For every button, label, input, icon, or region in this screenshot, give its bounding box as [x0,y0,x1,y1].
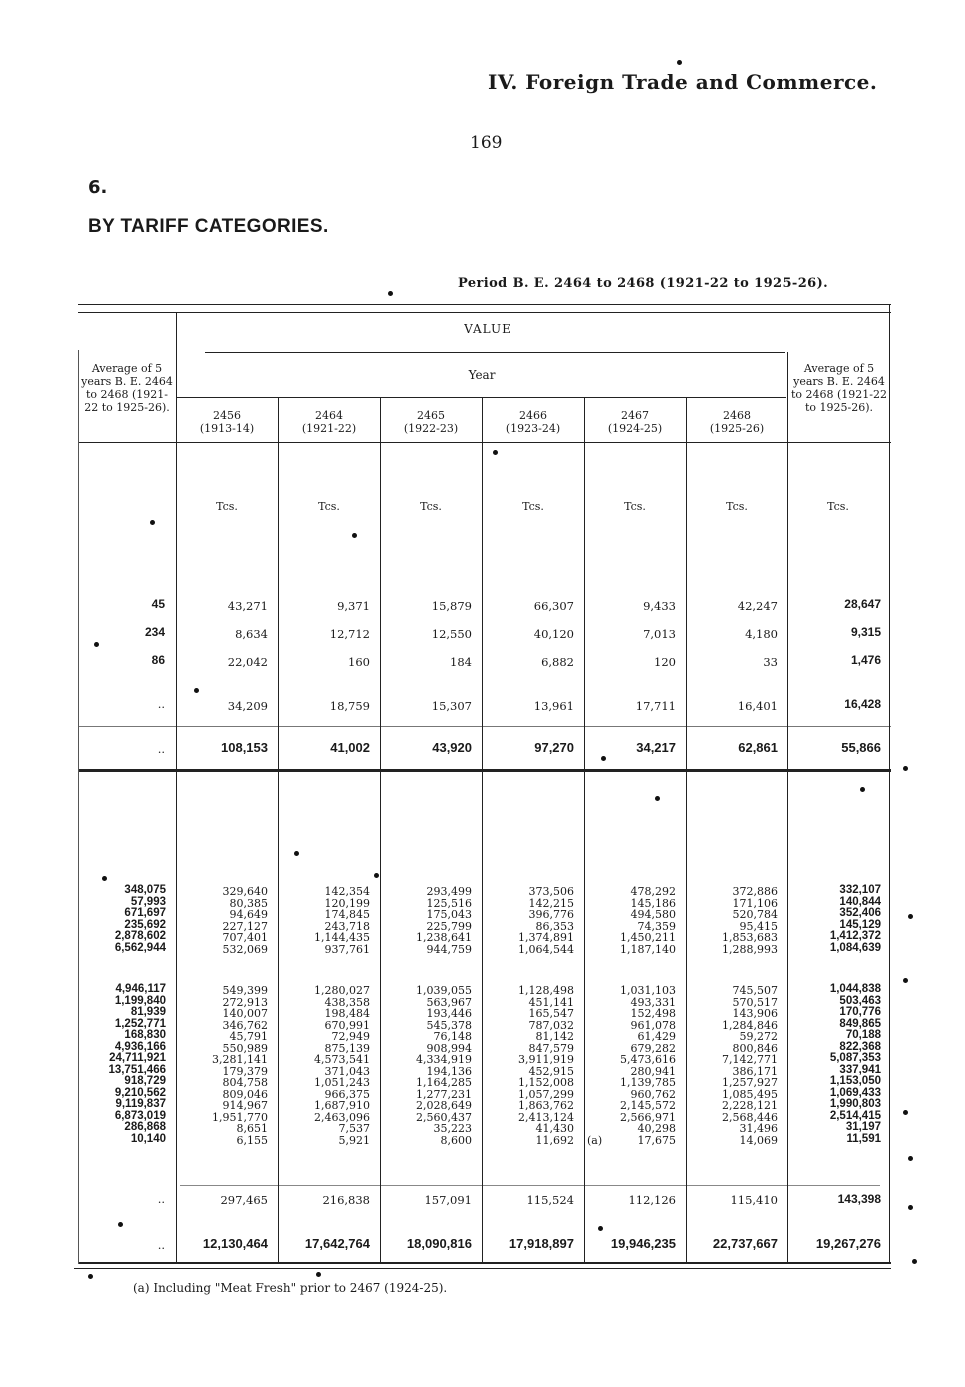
table-cell: .. [157,1192,165,1206]
left-average-header: Average of 5 years B. E. 2464 to 2468 (1921-22 to 1925-26). [81,362,173,414]
table-cell: 348,075 57,993 671,697 235,692 2,878,602 6,562,944 [114,884,166,954]
table-cell: 216,838 [322,1193,370,1207]
table-number: 6. [88,177,108,198]
table-cell: 234 [144,625,165,639]
table-cell: 41,002 [330,740,370,755]
table-cell: 157,091 [424,1193,472,1207]
table-cell: 1,128,498 451,141 165,547 787,032 81,142 847,579 3,911,919 452,915 1,152,008 1,057,299 1,863,762 2,413,124 41,430 11,692 [518,984,574,1147]
table-cell: 15,307 [431,699,472,713]
table-cell: 22,042 [227,655,268,669]
table-cell: 108,153 [221,740,268,755]
table-cell: 8,634 [235,627,268,641]
unit-label: Tcs. [522,500,544,513]
table-cell: 40,120 [533,627,574,641]
table-cell: 15,879 [431,599,472,613]
unit-label: Tcs. [726,500,748,513]
table-cell: 142,354 120,199 174,845 243,718 1,144,435 937,761 [314,885,370,956]
table-cell: 34,217 [636,740,676,755]
table-cell: 143,398 [837,1192,881,1206]
table-cell: 1,280,027 438,358 198,484 670,991 72,949 875,139 4,573,541 371,043 1,051,243 966,375 1,687,910 2,463,096 7,537 5,921 [314,984,370,1147]
table-cell: 18,759 [329,699,370,713]
table-cell: 1,039,055 563,967 193,446 545,378 76,148 908,994 4,334,919 194,136 1,164,285 1,277,231 2,028,649 2,560,437 35,223 8,600 [416,984,472,1147]
table-cell: 112,126 [628,1193,676,1207]
table-cell: 33 [763,655,778,669]
table-cell: 55,866 [841,740,881,755]
table-cell: 1,044,838 503,463 170,776 849,865 70,188 822,368 5,087,353 337,941 1,153,050 1,069,433 1,990,803 2,514,415 31,197 11,591 [829,983,881,1145]
table-cell: 42,247 [737,599,778,613]
table-cell: 45 [151,597,165,611]
table-cell: 293,499 125,516 175,043 225,799 1,238,641 944,759 [416,885,472,956]
year-header-2465: 2465 (1922-23) [403,409,459,435]
table-cell: 43,271 [227,599,268,613]
table-cell: 373,506 142,215 396,776 86,353 1,374,891 1,064,544 [518,885,574,956]
table-cell: 4,946,117 1,199,840 81,939 1,252,771 168,830 4,936,166 24,711,921 13,751,466 918,729 9,210,562 9,119,837 6,873,019 286,868 10,140 [108,983,166,1145]
table-cell: 115,410 [730,1193,778,1207]
table-cell: 372,886 171,106 520,784 95,415 1,853,683 1,288,993 [722,885,778,956]
year-header-2468: 2468 (1925-26) [709,409,765,435]
table-cell: 13,961 [533,699,574,713]
right-average-header: Average of 5 years B. E. 2464 to 2468 (1921-22 to 1925-26). [790,362,888,414]
table-cell: 115,524 [526,1193,574,1207]
table-cell: .. [157,742,165,756]
table-cell: 12,712 [329,627,370,641]
table-cell: 1,031,103 493,331 152,498 961,078 61,429 679,282 5,473,616 280,941 1,139,785 960,762 2,145,572 2,566,971 40,298 17,675 [620,984,676,1147]
unit-label: Tcs. [216,500,238,513]
table-cell: 17,711 [635,699,676,713]
unit-label: Tcs. [318,500,340,513]
unit-label: Tcs. [624,500,646,513]
table-cell: 120 [654,655,676,669]
table-cell: 17,642,764 [304,1236,370,1251]
table-cell: .. [157,1238,165,1252]
year-header-2456: 2456 (1913-14) [199,409,255,435]
table-cell: 12,550 [431,627,472,641]
year-header-2467: 2467 (1924-25) [607,409,663,435]
table-cell: 297,465 [220,1193,268,1207]
table-cell: 19,267,276 [815,1236,881,1251]
table-cell: 6,882 [541,655,574,669]
table-cell: 184 [450,655,472,669]
table-cell: 9,433 [643,599,676,613]
table-cell: 160 [348,655,370,669]
year-header-2464: 2464 (1921-22) [301,409,357,435]
table-cell: 12,130,464 [202,1236,268,1251]
table-cell: 97,270 [534,740,574,755]
year-label: Year [468,368,496,382]
table-cell: 17,918,897 [508,1236,574,1251]
table-cell: 18,090,816 [406,1236,472,1251]
year-header-2466: 2466 (1923-24) [505,409,561,435]
table-cell: 16,428 [844,697,881,711]
table-cell: 43,920 [432,740,472,755]
footnote: (a) Including "Meat Fresh" prior to 2467 (1924-25). [133,1281,448,1295]
table-cell: 7,013 [643,627,676,641]
table-cell: 66,307 [533,599,574,613]
table-cell: 1,476 [850,653,881,667]
table-cell: 34,209 [227,699,268,713]
table-cell: 329,640 80,385 94,649 227,127 707,401 532,069 [222,885,268,956]
table-cell: 478,292 145,186 494,580 74,359 1,450,211 1,187,140 [620,885,676,956]
table-cell: 4,180 [745,627,778,641]
period-caption: Period B. E. 2464 to 2468 (1921-22 to 1925-26). [458,276,829,291]
unit-label: Tcs. [420,500,442,513]
table-cell: 62,861 [738,740,778,755]
table-subtitle: BY TARIFF CATEGORIES. [88,216,329,237]
page-number: 169 [470,133,503,153]
table-cell: 9,371 [337,599,370,613]
table-cell: 86 [151,653,165,667]
unit-label: Tcs. [827,500,849,513]
table-cell: 745,507 570,517 143,906 1,284,846 59,272 800,846 7,142,771 386,171 1,257,927 1,085,495 2,228,121 2,568,446 31,496 14,069 [722,984,778,1147]
table-cell: 19,946,235 [610,1236,676,1251]
table-cell: 9,315 [850,625,881,639]
table-cell: 28,647 [844,597,881,611]
table-cell: 16,401 [737,699,778,713]
footnote-marker: (a) [587,1134,603,1147]
value-label: VALUE [464,322,512,336]
table-cell: 332,107 140,844 352,406 145,129 1,412,372 1,084,639 [829,884,881,954]
table-cell: 549,399 272,913 140,007 346,762 45,791 550,989 3,281,141 179,379 804,758 809,046 914,967 1,951,770 8,651 6,155 [212,984,268,1147]
table-cell: 22,737,667 [712,1236,778,1251]
page-header-title: IV. Foreign Trade and Commerce. [488,70,878,94]
table-cell: .. [157,697,165,711]
